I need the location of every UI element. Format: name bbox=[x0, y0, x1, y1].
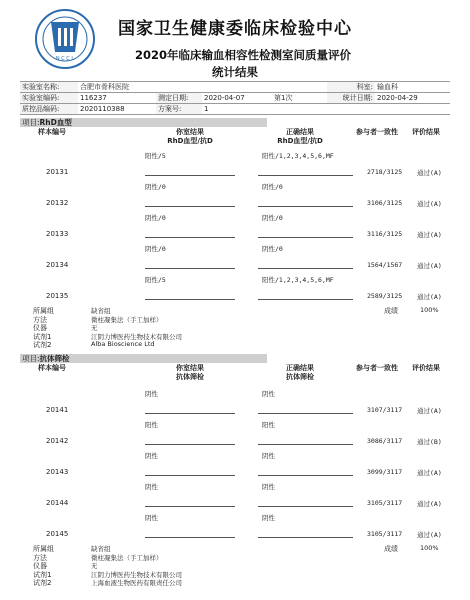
row-divider bbox=[145, 237, 235, 238]
row-divider bbox=[145, 299, 235, 300]
your-result: 阴性 bbox=[145, 452, 158, 460]
lab-name: 合肥市骨科医院 bbox=[78, 82, 327, 93]
correct-result: 阴性 bbox=[262, 452, 275, 460]
evaluation-value: 通过(A) bbox=[417, 231, 442, 239]
lab-name-label: 实验室名称: bbox=[20, 82, 78, 93]
row-divider bbox=[145, 206, 235, 207]
sample-id: 20131 bbox=[46, 168, 69, 176]
column-correct-result: 正确结果 bbox=[286, 128, 314, 136]
row-divider bbox=[145, 475, 235, 476]
row-divider bbox=[258, 237, 353, 238]
row-divider bbox=[258, 206, 353, 207]
row-divider bbox=[258, 299, 353, 300]
evaluation-value: 通过(B) bbox=[417, 438, 442, 446]
column-consistency: 参与者一致性 bbox=[356, 128, 398, 136]
evaluation-value: 通过(A) bbox=[417, 200, 442, 208]
scheme-label: 方案号: bbox=[156, 104, 202, 115]
lab-info-table bbox=[20, 81, 450, 115]
evaluation-value: 通过(A) bbox=[417, 531, 442, 539]
footer-instrument-label: 仪器 bbox=[33, 562, 47, 570]
row-divider bbox=[258, 175, 353, 176]
footer-group: 缺省组 bbox=[91, 545, 111, 553]
correct-result: 阴性 bbox=[262, 514, 275, 522]
section-header bbox=[20, 118, 267, 127]
consistency-value: 3105/3117 bbox=[367, 499, 403, 507]
sample-id: 20135 bbox=[46, 292, 69, 300]
column-your-result-sub: 抗体筛检 bbox=[176, 373, 204, 381]
row-divider bbox=[258, 413, 353, 414]
test-date-label: 测定日期: bbox=[156, 93, 202, 104]
footer-reagent1: 江阴力博医药生物技术有限公司 bbox=[91, 332, 182, 341]
footer-reagent1-label: 试剂1 bbox=[33, 332, 52, 341]
footer-group-label: 所属组 bbox=[33, 307, 54, 315]
sample-id: 20143 bbox=[46, 468, 69, 476]
column-sample: 样本编号 bbox=[38, 128, 66, 136]
row-divider bbox=[145, 175, 235, 176]
sample-id: 20142 bbox=[46, 437, 69, 445]
report-title: 2020年临床输血相容性检测室间质量评价 bbox=[135, 48, 352, 62]
correct-result: 阴性/0 bbox=[262, 245, 283, 253]
qc-code-label: 质控品编码: bbox=[20, 104, 78, 115]
score-label: 成绩 bbox=[384, 545, 398, 553]
footer-instrument: 无 bbox=[91, 562, 98, 570]
footer-reagent1: 江阴力博医药生物技术有限公司 bbox=[91, 570, 182, 579]
your-result: 阴性 bbox=[145, 390, 158, 398]
column-correct-result-sub: 抗体筛检 bbox=[286, 373, 314, 381]
correct-result: 阴性 bbox=[262, 390, 275, 398]
column-evaluation: 评价结果 bbox=[412, 364, 440, 372]
correct-result: 阳性/1,2,3,4,5,6,MF bbox=[262, 152, 334, 160]
footer-method: 微柱凝集法（手工加样） bbox=[91, 553, 163, 562]
consistency-value: 1564/1567 bbox=[367, 261, 403, 269]
column-your-result: 你室结果 bbox=[176, 364, 204, 372]
row-divider bbox=[145, 444, 235, 445]
sample-id: 20134 bbox=[46, 261, 69, 269]
correct-result: 阳性 bbox=[262, 421, 275, 429]
scheme: 1 bbox=[202, 104, 272, 115]
lab-code-label: 实验室编码: bbox=[20, 93, 78, 104]
evaluation-value: 通过(A) bbox=[417, 407, 442, 415]
your-result: 阴性 bbox=[145, 483, 158, 491]
section-prefix: 项目: bbox=[22, 118, 40, 127]
column-your-result: 你室结果 bbox=[176, 128, 204, 136]
sample-id: 20132 bbox=[46, 199, 69, 207]
evaluation-value: 通过(A) bbox=[417, 262, 442, 270]
column-correct-result-sub: RhD血型/抗D bbox=[277, 137, 323, 145]
footer-reagent2-label: 试剂2 bbox=[33, 341, 52, 349]
section-name: 抗体筛检 bbox=[39, 354, 70, 363]
footer-method: 微柱凝集法（手工加样） bbox=[91, 315, 163, 324]
column-consistency: 参与者一致性 bbox=[356, 364, 398, 372]
row-divider bbox=[145, 537, 235, 538]
round: 第1次 bbox=[272, 93, 327, 104]
section-header bbox=[20, 354, 267, 363]
column-evaluation: 评价结果 bbox=[412, 128, 440, 136]
department-label: 科室: bbox=[327, 82, 375, 93]
sample-id: 20145 bbox=[46, 530, 69, 538]
evaluation-value: 通过(A) bbox=[417, 293, 442, 301]
your-result: 阳性/5 bbox=[145, 276, 166, 284]
correct-result: 阴性 bbox=[262, 483, 275, 491]
test-date: 2020-04-07 bbox=[202, 93, 272, 104]
score-value: 100% bbox=[420, 306, 439, 314]
row-divider bbox=[258, 268, 353, 269]
row-divider bbox=[145, 413, 235, 414]
footer-reagent2: 上海血液生物医药有限责任公司 bbox=[91, 579, 182, 587]
your-result: 阴性/0 bbox=[145, 214, 166, 222]
score-label: 成绩 bbox=[384, 307, 398, 315]
sample-id: 20144 bbox=[46, 499, 69, 507]
row-divider bbox=[258, 475, 353, 476]
row-divider bbox=[258, 444, 353, 445]
consistency-value: 2718/3125 bbox=[367, 168, 403, 176]
qc-code: 2020110388 bbox=[78, 104, 156, 115]
evaluation-value: 通过(A) bbox=[417, 500, 442, 508]
your-result: 阴性/0 bbox=[145, 245, 166, 253]
stat-date-label: 统计日期: bbox=[327, 93, 375, 104]
consistency-value: 3099/3117 bbox=[367, 468, 403, 476]
organization-name: 国家卫生健康委临床检验中心 bbox=[118, 19, 352, 39]
correct-result: 阳性/1,2,3,4,5,6,MF bbox=[262, 276, 334, 284]
consistency-value: 3107/3117 bbox=[367, 406, 403, 414]
consistency-value: 3116/3125 bbox=[367, 230, 403, 238]
your-result: 阳性/5 bbox=[145, 152, 166, 160]
footer-method-label: 方法 bbox=[33, 553, 47, 562]
consistency-value: 3105/3117 bbox=[367, 530, 403, 538]
department: 输血科 bbox=[375, 82, 450, 93]
stat-date: 2020-04-29 bbox=[375, 93, 450, 104]
column-correct-result: 正确结果 bbox=[286, 364, 314, 372]
footer-reagent2-label: 试剂2 bbox=[33, 579, 52, 587]
consistency-value: 3086/3117 bbox=[367, 437, 403, 445]
your-result: 阴性/0 bbox=[145, 183, 166, 191]
footer-instrument: 无 bbox=[91, 324, 98, 332]
footer-group: 缺省组 bbox=[91, 307, 111, 315]
consistency-value: 3106/3125 bbox=[367, 199, 403, 207]
footer-method-label: 方法 bbox=[33, 315, 47, 324]
footer-reagent2: Alba Bioscience Ltd bbox=[91, 340, 155, 348]
sample-id: 20133 bbox=[46, 230, 69, 238]
section-name: RhD血型 bbox=[39, 118, 72, 127]
row-divider bbox=[145, 268, 235, 269]
footer-reagent1-label: 试剂1 bbox=[33, 570, 52, 579]
sample-id: 20141 bbox=[46, 406, 69, 414]
your-result: 阳性 bbox=[145, 421, 158, 429]
section-prefix: 项目: bbox=[22, 354, 40, 363]
evaluation-value: 通过(A) bbox=[417, 169, 442, 177]
your-result: 阴性 bbox=[145, 514, 158, 522]
correct-result: 阴性/0 bbox=[262, 183, 283, 191]
svg-text:N C C L: N C C L bbox=[55, 56, 75, 62]
correct-result: 阴性/0 bbox=[262, 214, 283, 222]
row-divider bbox=[145, 506, 235, 507]
nccl-logo bbox=[34, 8, 96, 70]
column-your-result-sub: RhD血型/抗D bbox=[167, 137, 213, 145]
score-value: 100% bbox=[420, 544, 439, 552]
evaluation-value: 通过(A) bbox=[417, 469, 442, 477]
footer-instrument-label: 仪器 bbox=[33, 324, 47, 332]
row-divider bbox=[258, 537, 353, 538]
lab-code: 116237 bbox=[78, 93, 156, 104]
row-divider bbox=[258, 506, 353, 507]
report-subtitle: 统计结果 bbox=[212, 65, 258, 79]
footer-group-label: 所属组 bbox=[33, 545, 54, 553]
consistency-value: 2589/3125 bbox=[367, 292, 403, 300]
column-sample: 样本编号 bbox=[38, 364, 66, 372]
